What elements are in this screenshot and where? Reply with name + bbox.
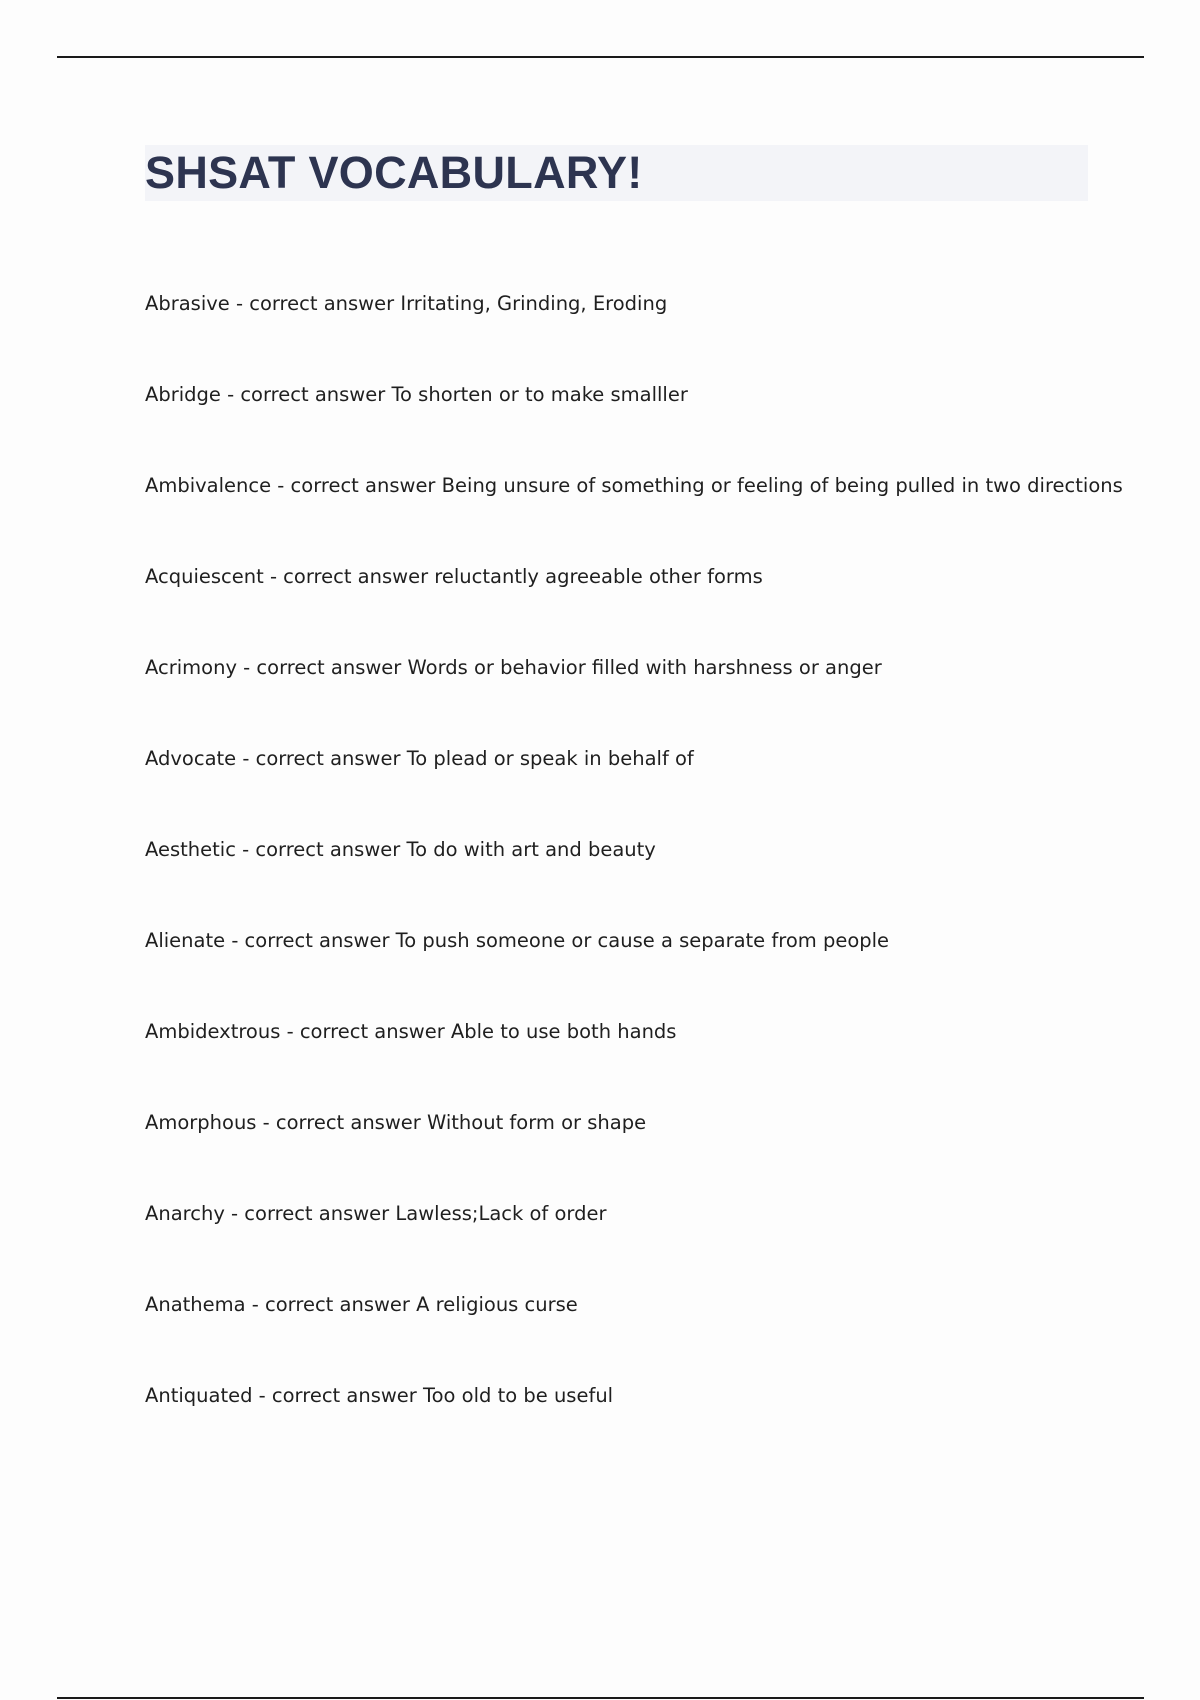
vocabulary-entry: Ambidextrous - correct answer Able to use both hands [145,1020,677,1043]
vocabulary-entry: Acquiescent - correct answer reluctantly agreeable other forms [145,565,763,588]
vocabulary-entry: Anathema - correct answer A religious curse [145,1293,578,1316]
header-rule [57,56,1144,58]
footer-rule [57,1697,1144,1699]
vocabulary-entry: Abrasive - correct answer Irritating, Grinding, Eroding [145,292,668,315]
vocabulary-entry: Anarchy - correct answer Lawless;Lack of order [145,1202,607,1225]
vocabulary-entry: Amorphous - correct answer Without form or shape [145,1111,647,1134]
vocabulary-entry: Antiquated - correct answer Too old to be useful [145,1384,614,1407]
vocabulary-entry: Acrimony - correct answer Words or behavior filled with harshness or anger [145,656,882,679]
vocabulary-entry: Aesthetic - correct answer To do with art and beauty [145,838,656,861]
vocabulary-entry: Advocate - correct answer To plead or speak in behalf of [145,747,694,770]
vocabulary-entry: Alienate - correct answer To push someone or cause a separate from people [145,929,890,952]
vocabulary-list [145,290,1123,1473]
vocabulary-entry: Ambivalence - correct answer Being unsure of something or feeling of being pulled in two directions [145,474,1123,497]
vocabulary-entry: Abridge - correct answer To shorten or to make smalller [145,383,688,406]
page-title: SHSAT VOCABULARY! [145,147,643,198]
